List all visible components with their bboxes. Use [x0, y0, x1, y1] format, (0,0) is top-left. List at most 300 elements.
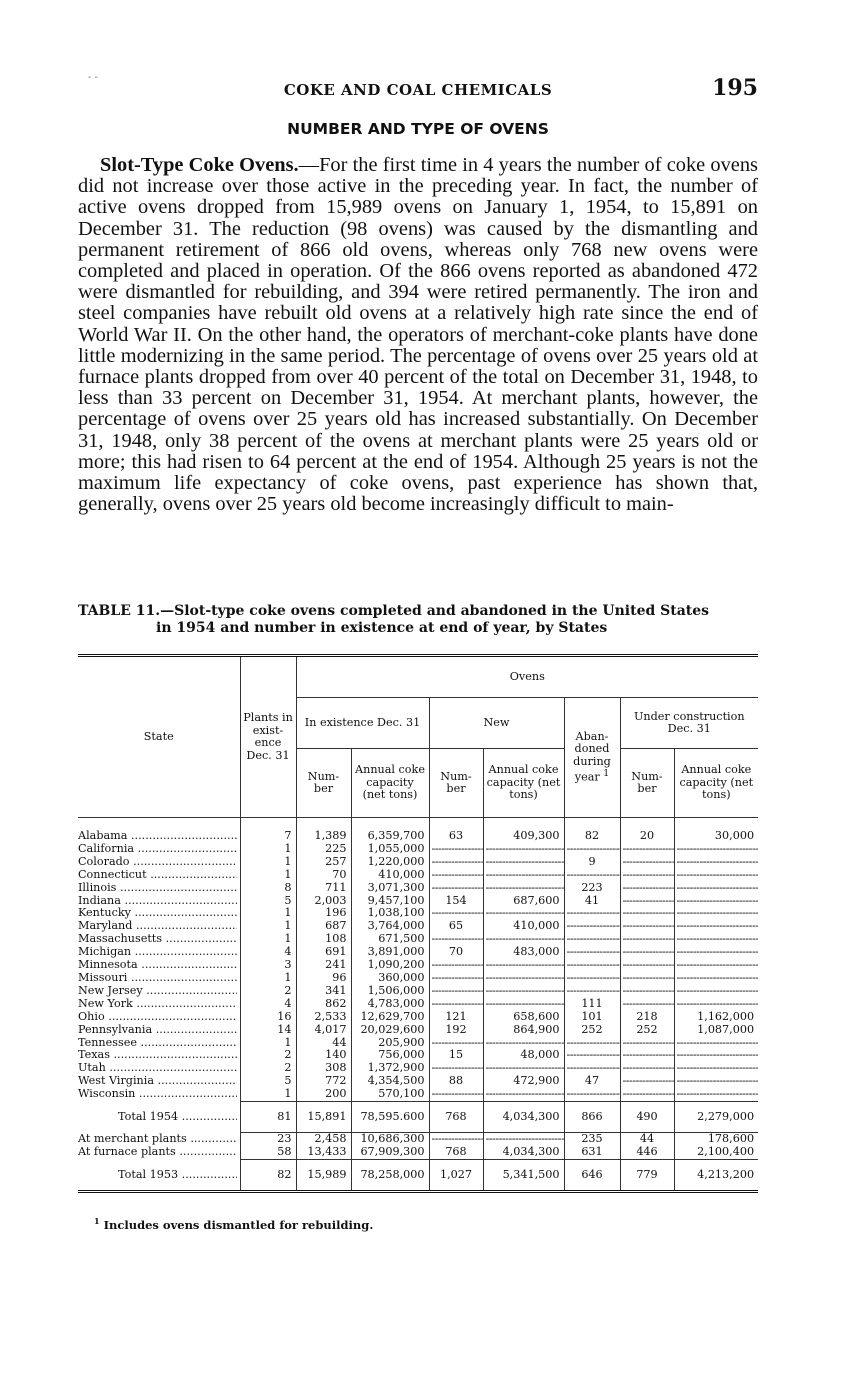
cell-exist-num: 711 [296, 882, 351, 895]
row-label [78, 1024, 240, 1037]
empty-cell [483, 1062, 564, 1075]
empty-cell [620, 998, 674, 1011]
cell-plants: 5 [240, 1075, 296, 1088]
cell-uc-num: 446 [620, 1146, 674, 1159]
row-label-text: Total 1954 ..... [118, 1102, 237, 1132]
cell-abandoned: 9 [564, 856, 620, 869]
cell-exist-num: 2,003 [296, 895, 351, 908]
cell-abandoned: 631 [564, 1146, 620, 1159]
table-row [78, 985, 758, 998]
empty-cell [674, 998, 758, 1011]
cell-new-num: 121 [429, 1011, 483, 1024]
empty-cell [564, 843, 620, 856]
header-abandoned [564, 698, 620, 818]
cell-uc-num: 252 [620, 1024, 674, 1037]
empty-cell [620, 1049, 674, 1062]
empty-cell [674, 972, 758, 985]
cell-new-num: 192 [429, 1024, 483, 1037]
empty-cell [483, 1037, 564, 1050]
page-number: 195 [712, 75, 758, 101]
row-label-text: Michigan ..... [78, 946, 237, 959]
empty-cell [564, 1062, 620, 1075]
empty-cell [620, 1088, 674, 1101]
cell-uc-cap: 2,100,400 [674, 1146, 758, 1159]
cell-exist-num: 15,989 [296, 1159, 351, 1191]
empty-cell [674, 959, 758, 972]
cell-plants: 2 [240, 985, 296, 998]
cell-uc-cap: 4,213,200 [674, 1159, 758, 1191]
cell-exist-num: 108 [296, 933, 351, 946]
row-label [78, 998, 240, 1011]
cell-new-num: 768 [429, 1146, 483, 1159]
cell-exist-num: 140 [296, 1049, 351, 1062]
empty-cell [483, 1088, 564, 1101]
empty-cell [429, 985, 483, 998]
row-label-text: Indiana ..... [78, 895, 237, 908]
cell-abandoned: 41 [564, 895, 620, 908]
cell-new-cap: 5,341,500 [483, 1159, 564, 1191]
empty-cell [674, 882, 758, 895]
cell-uc-num: 218 [620, 1011, 674, 1024]
empty-cell [429, 1037, 483, 1050]
table-row [78, 959, 758, 972]
empty-cell [429, 1133, 483, 1146]
cell-uc-num: 20 [620, 818, 674, 843]
empty-cell [620, 843, 674, 856]
empty-cell [483, 985, 564, 998]
table-row [78, 998, 758, 1011]
cell-plants: 81 [240, 1102, 296, 1133]
row-label-text: Massachusetts ..... [78, 933, 237, 946]
row-label [78, 1049, 240, 1062]
row-label [78, 920, 240, 933]
row-label-text: Alabama ..... [78, 830, 237, 843]
running-header [78, 75, 758, 102]
cell-new-num: 154 [429, 895, 483, 908]
empty-cell [674, 1049, 758, 1062]
cell-plants: 4 [240, 998, 296, 1011]
row-label [78, 1062, 240, 1075]
header-new: New [429, 698, 564, 749]
cell-abandoned: 101 [564, 1011, 620, 1024]
empty-cell [674, 920, 758, 933]
empty-cell [429, 959, 483, 972]
cell-abandoned: 223 [564, 882, 620, 895]
empty-cell [429, 869, 483, 882]
cell-plants: 1 [240, 869, 296, 882]
cell-exist-cap: 4,354,500 [351, 1075, 429, 1088]
empty-cell [483, 998, 564, 1011]
empty-cell [620, 1062, 674, 1075]
cell-plants: 1 [240, 843, 296, 856]
row-label-text: New York ..... [78, 998, 237, 1011]
cell-exist-cap: 3,071,300 [351, 882, 429, 895]
empty-cell [620, 856, 674, 869]
cell-plants: 4 [240, 946, 296, 959]
cell-exist-num: 308 [296, 1062, 351, 1075]
row-label [78, 972, 240, 985]
empty-cell [483, 907, 564, 920]
table-row [78, 1037, 758, 1050]
cell-exist-cap: 410,000 [351, 869, 429, 882]
empty-cell [620, 946, 674, 959]
row-label [78, 882, 240, 895]
header-ovens: Ovens [296, 656, 758, 698]
table-row [78, 933, 758, 946]
cell-plants: 1 [240, 1088, 296, 1101]
header-new-number: Num-ber [429, 749, 483, 818]
ovens-table [78, 654, 758, 1193]
row-label-text: Ohio ..... [78, 1011, 237, 1024]
cell-plants: 1 [240, 1037, 296, 1050]
cell-new-cap: 472,900 [483, 1075, 564, 1088]
cell-new-cap: 687,600 [483, 895, 564, 908]
table-row [78, 1088, 758, 1101]
cell-new-num: 768 [429, 1102, 483, 1133]
cell-new-cap: 864,900 [483, 1024, 564, 1037]
cell-abandoned: 111 [564, 998, 620, 1011]
empty-cell [620, 972, 674, 985]
furnace-plants-row [78, 1146, 758, 1159]
cell-exist-cap: 671,500 [351, 933, 429, 946]
empty-cell [564, 869, 620, 882]
empty-cell [674, 869, 758, 882]
cell-plants: 1 [240, 972, 296, 985]
empty-cell [674, 895, 758, 908]
row-label-text: Pennsylvania ..... [78, 1024, 237, 1037]
header-plants: Plants in exist-ence Dec. 31 [240, 656, 296, 818]
row-label [78, 818, 240, 843]
cell-exist-num: 96 [296, 972, 351, 985]
empty-cell [564, 1088, 620, 1101]
header-uc-number: Num-ber [620, 749, 674, 818]
empty-cell [429, 1062, 483, 1075]
empty-cell [429, 882, 483, 895]
row-label-text: Illinois ..... [78, 882, 237, 895]
header-under-construction: Under construction Dec. 31 [620, 698, 758, 749]
cell-exist-cap: 67,909,300 [351, 1146, 429, 1159]
empty-cell [483, 972, 564, 985]
row-label-text: California ..... [78, 843, 237, 856]
row-label-text: Kentucky ..... [78, 907, 237, 920]
header-new-capacity: Annual coke capacity (net tons) [483, 749, 564, 818]
empty-cell [564, 946, 620, 959]
row-label-text: Connecticut ..... [78, 869, 237, 882]
cell-exist-num: 341 [296, 985, 351, 998]
cell-new-cap: 410,000 [483, 920, 564, 933]
row-label [78, 1133, 240, 1146]
row-label [78, 1102, 240, 1133]
empty-cell [674, 907, 758, 920]
cell-new-cap: 48,000 [483, 1049, 564, 1062]
cell-abandoned: 646 [564, 1159, 620, 1191]
row-label-text: At furnace plants ..... [78, 1146, 237, 1159]
table-caption-line-2: in 1954 and number in existence at end of year, by States [156, 620, 608, 636]
cell-exist-num: 2,533 [296, 1011, 351, 1024]
row-label [78, 959, 240, 972]
cell-exist-cap: 1,055,000 [351, 843, 429, 856]
table-row [78, 1075, 758, 1088]
header-exist-capacity: Annual coke capacity (net tons) [351, 749, 429, 818]
cell-plants: 7 [240, 818, 296, 843]
empty-cell [564, 1037, 620, 1050]
empty-cell [620, 985, 674, 998]
cell-exist-cap: 78,258,000 [351, 1159, 429, 1191]
cell-plants: 3 [240, 959, 296, 972]
cell-exist-cap: 570,100 [351, 1088, 429, 1101]
cell-abandoned: 47 [564, 1075, 620, 1088]
empty-cell [564, 933, 620, 946]
cell-uc-cap: 178,600 [674, 1133, 758, 1146]
cell-uc-num: 44 [620, 1133, 674, 1146]
row-label [78, 1088, 240, 1101]
cell-exist-num: 44 [296, 1037, 351, 1050]
row-label-text: Total 1953 ..... [118, 1160, 237, 1190]
empty-cell [674, 1062, 758, 1075]
cell-exist-cap: 756,000 [351, 1049, 429, 1062]
cell-new-cap: 483,000 [483, 946, 564, 959]
table-row [78, 1011, 758, 1024]
corner-mark: - - [88, 72, 98, 83]
merchant-plants-row [78, 1133, 758, 1146]
empty-cell [429, 843, 483, 856]
empty-cell [564, 907, 620, 920]
cell-new-num: 65 [429, 920, 483, 933]
row-label [78, 1011, 240, 1024]
row-label [78, 985, 240, 998]
empty-cell [483, 959, 564, 972]
empty-cell [674, 985, 758, 998]
cell-exist-cap: 12,629,700 [351, 1011, 429, 1024]
table-row [78, 946, 758, 959]
empty-cell [429, 856, 483, 869]
header-in-existence: In existence Dec. 31 [296, 698, 429, 749]
cell-uc-cap: 2,279,000 [674, 1102, 758, 1133]
row-label [78, 1159, 240, 1191]
empty-cell [620, 869, 674, 882]
table-row [78, 1062, 758, 1075]
row-label-text: New Jersey ..... [78, 985, 237, 998]
header-abandoned-label: Aban-doned during year [573, 729, 611, 784]
row-label [78, 933, 240, 946]
table-row [78, 907, 758, 920]
empty-cell [620, 920, 674, 933]
cell-uc-num: 490 [620, 1102, 674, 1133]
empty-cell [483, 933, 564, 946]
cell-exist-cap: 3,891,000 [351, 946, 429, 959]
empty-cell [620, 959, 674, 972]
cell-abandoned: 235 [564, 1133, 620, 1146]
cell-exist-num: 200 [296, 1088, 351, 1101]
cell-new-cap: 4,034,300 [483, 1146, 564, 1159]
empty-cell [564, 985, 620, 998]
table-caption-line-1: TABLE 11.—Slot-type coke ovens completed and abandoned in the United States [78, 603, 710, 619]
empty-cell [620, 1037, 674, 1050]
cell-plants: 16 [240, 1011, 296, 1024]
table-row [78, 843, 758, 856]
empty-cell [674, 856, 758, 869]
cell-plants: 14 [240, 1024, 296, 1037]
cell-exist-cap: 205,900 [351, 1037, 429, 1050]
table-row [78, 972, 758, 985]
table-body [78, 818, 758, 1102]
cell-uc-cap: 1,087,000 [674, 1024, 758, 1037]
cell-exist-cap: 9,457,100 [351, 895, 429, 908]
paragraph-lead: Slot-Type Coke Ovens. [100, 154, 299, 176]
total-1953-row [78, 1159, 758, 1191]
cell-plants: 2 [240, 1049, 296, 1062]
table-row [78, 856, 758, 869]
cell-uc-cap: 1,162,000 [674, 1011, 758, 1024]
empty-cell [483, 1133, 564, 1146]
cell-new-num: 63 [429, 818, 483, 843]
cell-exist-num: 15,891 [296, 1102, 351, 1133]
footnote-text: Includes ovens dismantled for rebuilding. [103, 1217, 374, 1232]
cell-exist-cap: 1,372,900 [351, 1062, 429, 1075]
cell-new-cap: 409,300 [483, 818, 564, 843]
row-label-text: Maryland ..... [78, 920, 237, 933]
cell-exist-num: 862 [296, 998, 351, 1011]
empty-cell [674, 843, 758, 856]
table-row [78, 882, 758, 895]
cell-exist-cap: 1,220,000 [351, 856, 429, 869]
cell-new-cap: 658,600 [483, 1011, 564, 1024]
cell-exist-cap: 1,090,200 [351, 959, 429, 972]
cell-abandoned: 252 [564, 1024, 620, 1037]
row-label-text: Colorado ..... [78, 856, 237, 869]
cell-new-num: 15 [429, 1049, 483, 1062]
empty-cell [483, 856, 564, 869]
cell-exist-cap: 20,029,600 [351, 1024, 429, 1037]
cell-plants: 23 [240, 1133, 296, 1146]
cell-exist-cap: 1,506,000 [351, 985, 429, 998]
table-row [78, 1024, 758, 1037]
header-exist-number: Num-ber [296, 749, 351, 818]
cell-plants: 1 [240, 933, 296, 946]
header-state: State [78, 656, 240, 818]
footnote [94, 1216, 373, 1232]
cell-uc-num: 779 [620, 1159, 674, 1191]
row-label-text: Minnesota ..... [78, 959, 237, 972]
cell-plants: 1 [240, 920, 296, 933]
table-row [78, 895, 758, 908]
cell-plants: 58 [240, 1146, 296, 1159]
cell-new-num: 1,027 [429, 1159, 483, 1191]
empty-cell [674, 1075, 758, 1088]
row-label [78, 1146, 240, 1159]
table-summary [78, 1102, 758, 1192]
total-1954-row [78, 1102, 758, 1133]
empty-cell [620, 907, 674, 920]
cell-exist-cap: 10,686,300 [351, 1133, 429, 1146]
row-label [78, 869, 240, 882]
row-label-text: At merchant plants ..... [78, 1133, 237, 1146]
table-row [78, 920, 758, 933]
cell-exist-cap: 360,000 [351, 972, 429, 985]
empty-cell [429, 1088, 483, 1101]
running-title: COKE AND COAL CHEMICALS [283, 81, 553, 99]
cell-plants: 82 [240, 1159, 296, 1191]
cell-new-cap: 4,034,300 [483, 1102, 564, 1133]
table-row [78, 1049, 758, 1062]
empty-cell [674, 1037, 758, 1050]
cell-uc-cap: 30,000 [674, 818, 758, 843]
empty-cell [483, 869, 564, 882]
row-label [78, 843, 240, 856]
row-label [78, 895, 240, 908]
cell-plants: 1 [240, 856, 296, 869]
cell-plants: 2 [240, 1062, 296, 1075]
cell-exist-num: 4,017 [296, 1024, 351, 1037]
empty-cell [620, 933, 674, 946]
empty-cell [564, 959, 620, 972]
table-row [78, 818, 758, 843]
row-label-text: Texas ..... [78, 1049, 237, 1062]
cell-exist-num: 196 [296, 907, 351, 920]
empty-cell [429, 972, 483, 985]
table-row [78, 869, 758, 882]
paragraph-text: —For the first time in 4 years the number of coke ovens did not increase over those active in the preceding year. In fact, the number of active ovens dropped from 15,989 ovens on January 1, 1954, to 15,891 on December 31. The reduction (98 ovens) was caused by the dismantling and permanent retirement of 866 old ovens, whereas only 768 new ovens were completed and placed in operation. Of the 866 ovens reported as abandoned 472 were dismantled for rebuilding, and 394 were retired permanently. The iron and steel companies have rebuilt old ovens at a relatively high rate since the end of World War II. On the other hand, the operators of merchant-coke plants have done little modernizing in the same period. The percentage of ovens over 25 years old at furnace plants dropped from over 40 percent of the total on December 31, 1948, to less than 33 percent on December 31, 1954. At merchant plants, however, the percentage of ovens over 25 years old has increased substantially. On December 31, 1948, only 38 percent of the ovens at merchant plants were 25 years old or more; this had risen to 64 percent at the end of 1954. Although 25 years is not the maximum life expectancy of coke ovens, past experience has shown that, generally, ovens over 25 years old become increasingly difficult to main- [78, 154, 758, 516]
row-label-text: West Virginia ..... [78, 1075, 237, 1088]
cell-exist-num: 1,389 [296, 818, 351, 843]
row-label-text: Tennessee ..... [78, 1037, 237, 1050]
cell-exist-num: 257 [296, 856, 351, 869]
cell-exist-cap: 3,764,000 [351, 920, 429, 933]
empty-cell [429, 998, 483, 1011]
row-label [78, 946, 240, 959]
cell-exist-cap: 4,783,000 [351, 998, 429, 1011]
body-paragraph [78, 155, 758, 515]
cell-new-num: 70 [429, 946, 483, 959]
empty-cell [564, 920, 620, 933]
cell-exist-num: 691 [296, 946, 351, 959]
row-label [78, 1075, 240, 1088]
empty-cell [674, 946, 758, 959]
section-title: NUMBER AND TYPE OF OVENS [287, 120, 549, 138]
cell-exist-cap: 6,359,700 [351, 818, 429, 843]
empty-cell [674, 1088, 758, 1101]
cell-plants: 5 [240, 895, 296, 908]
empty-cell [429, 933, 483, 946]
cell-exist-num: 772 [296, 1075, 351, 1088]
row-label-text: Wisconsin ..... [78, 1088, 237, 1101]
cell-exist-cap: 78,595.600 [351, 1102, 429, 1133]
cell-abandoned: 82 [564, 818, 620, 843]
footnote-marker: 1 [94, 1216, 100, 1226]
row-label [78, 1037, 240, 1050]
cell-exist-num: 241 [296, 959, 351, 972]
cell-exist-num: 2,458 [296, 1133, 351, 1146]
header-uc-capacity: Annual coke capacity (net tons) [674, 749, 758, 818]
cell-new-num: 88 [429, 1075, 483, 1088]
cell-abandoned: 866 [564, 1102, 620, 1133]
table-caption [78, 603, 758, 637]
cell-exist-num: 70 [296, 869, 351, 882]
row-label-text: Missouri ..... [78, 972, 237, 985]
empty-cell [429, 907, 483, 920]
empty-cell [620, 1075, 674, 1088]
empty-cell [483, 882, 564, 895]
cell-plants: 1 [240, 907, 296, 920]
empty-cell [564, 972, 620, 985]
empty-cell [620, 895, 674, 908]
row-label [78, 856, 240, 869]
row-label [78, 907, 240, 920]
cell-plants: 8 [240, 882, 296, 895]
empty-cell [620, 882, 674, 895]
cell-exist-num: 225 [296, 843, 351, 856]
cell-exist-cap: 1,038,100 [351, 907, 429, 920]
